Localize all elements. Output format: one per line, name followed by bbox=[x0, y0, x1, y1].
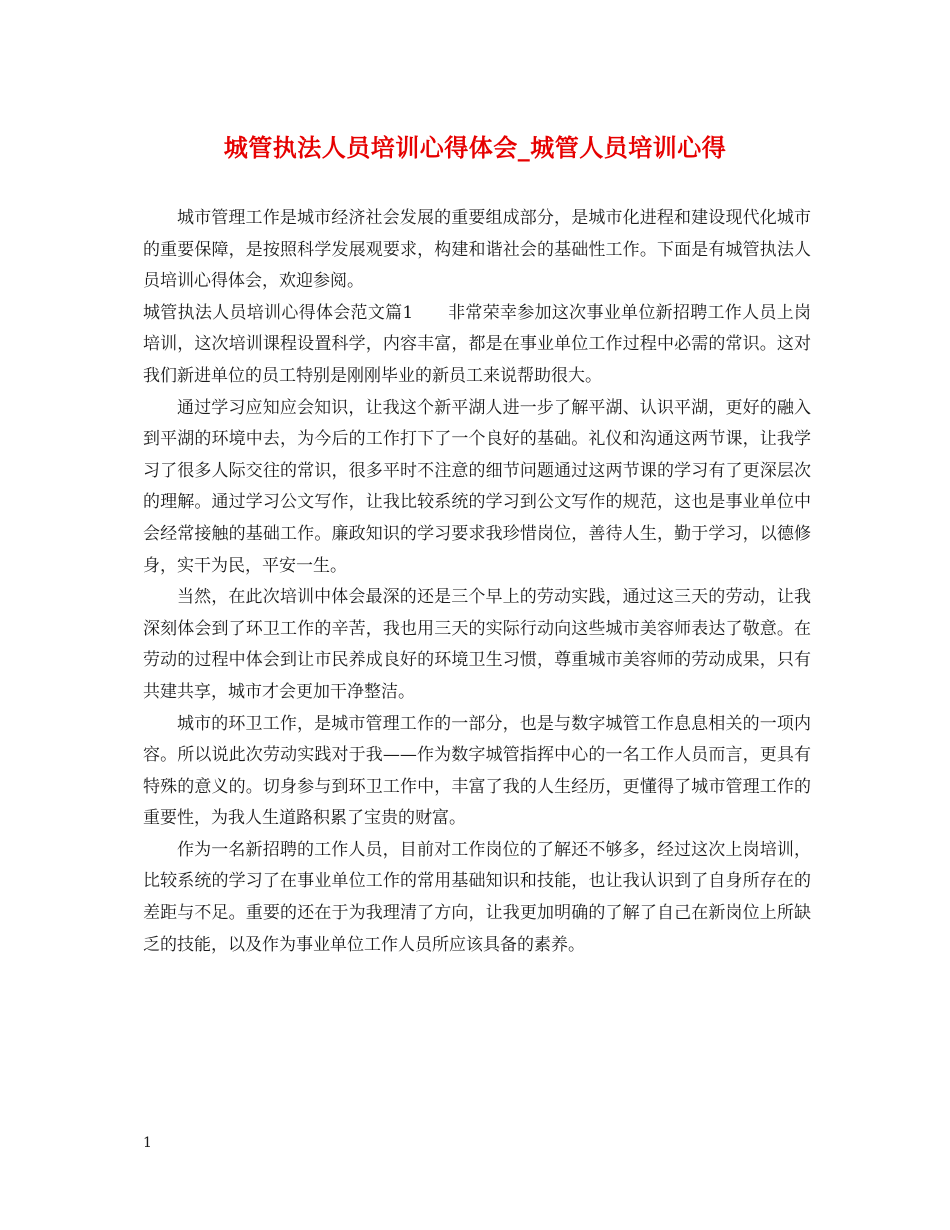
paragraph-sample-1: 城管执法人员培训心得体会范文篇1 非常荣幸参加这次事业单位新招聘工作人员上岗培训，这次培训课程设置科学，内容丰富，都是在事业单位工作过程中必需的常识。这对我们新进单位的员工特别是刚刚毕业的新员工来说帮助很大。 bbox=[143, 302, 811, 386]
page-number: 1 bbox=[143, 1135, 152, 1151]
document-title: 城管执法人员培训心得体会_城管人员培训心得 bbox=[223, 133, 727, 162]
paragraph-labor-practice: 当然，在此次培训中体会最深的还是三个早上的劳动实践，通过这三天的劳动，让我深刻体会到了环卫工作的辛苦，我也用三天的实际行动向这些城市美容师表达了敬意。在劳动的过程中体会到让市民养成良好的环境卫生习惯，尊重城市美容师的劳动成果，只有共建共享，城市才会更加干净整洁。 bbox=[143, 587, 811, 702]
paragraph-conclusion: 作为一名新招聘的工作人员，目前对工作岗位的了解还不够多，经过这次上岗培训，比较系统的学习了在事业单位工作的常用基础知识和技能，也让我认识到了自身所存在的差距与不足。重要的还在于为我理清了方向，让我更加明确的了解了自己在新岗位上所缺乏的技能，以及作为事业单位工作人员所应该具备的素养。 bbox=[143, 839, 811, 955]
document-body bbox=[143, 203, 811, 961]
paragraph-intro: 城市管理工作是城市经济社会发展的重要组成部分，是城市化进程和建设现代化城市的重要保障，是按照科学发展观要求，构建和谐社会的基础性工作。下面是有城管执法人员培训心得体会，欢迎参阅。 bbox=[143, 208, 811, 292]
paragraph-sanitation: 城市的环卫工作，是城市管理工作的一部分，也是与数字城管工作息息相关的一项内容。所以说此次劳动实践对于我——作为数字城管指挥中心的一名工作人员而言，更具有特殊的意义的。切身参与到环卫工作中，丰富了我的人生经历，更懂得了城市管理工作的重要性，为我人生道路积累了宝贵的财富。 bbox=[143, 713, 811, 829]
paragraph-learning: 通过学习应知应会知识，让我这个新平湖人进一步了解平湖、认识平湖，更好的融入到平湖的环境中去，为今后的工作打下了一个良好的基础。礼仪和沟通这两节课，让我学习了很多人际交往的常识，很多平时不注意的细节问题通过这两节课的学习有了更深层次的理解。通过学习公文写作，让我比较系统的学习到公文写作的规范，这也是事业单位中会经常接触的基础工作。廉政知识的学习要求我珍惜岗位，善待人生，勤于学习，以德修身，实干为民，平安一生。 bbox=[143, 397, 811, 576]
